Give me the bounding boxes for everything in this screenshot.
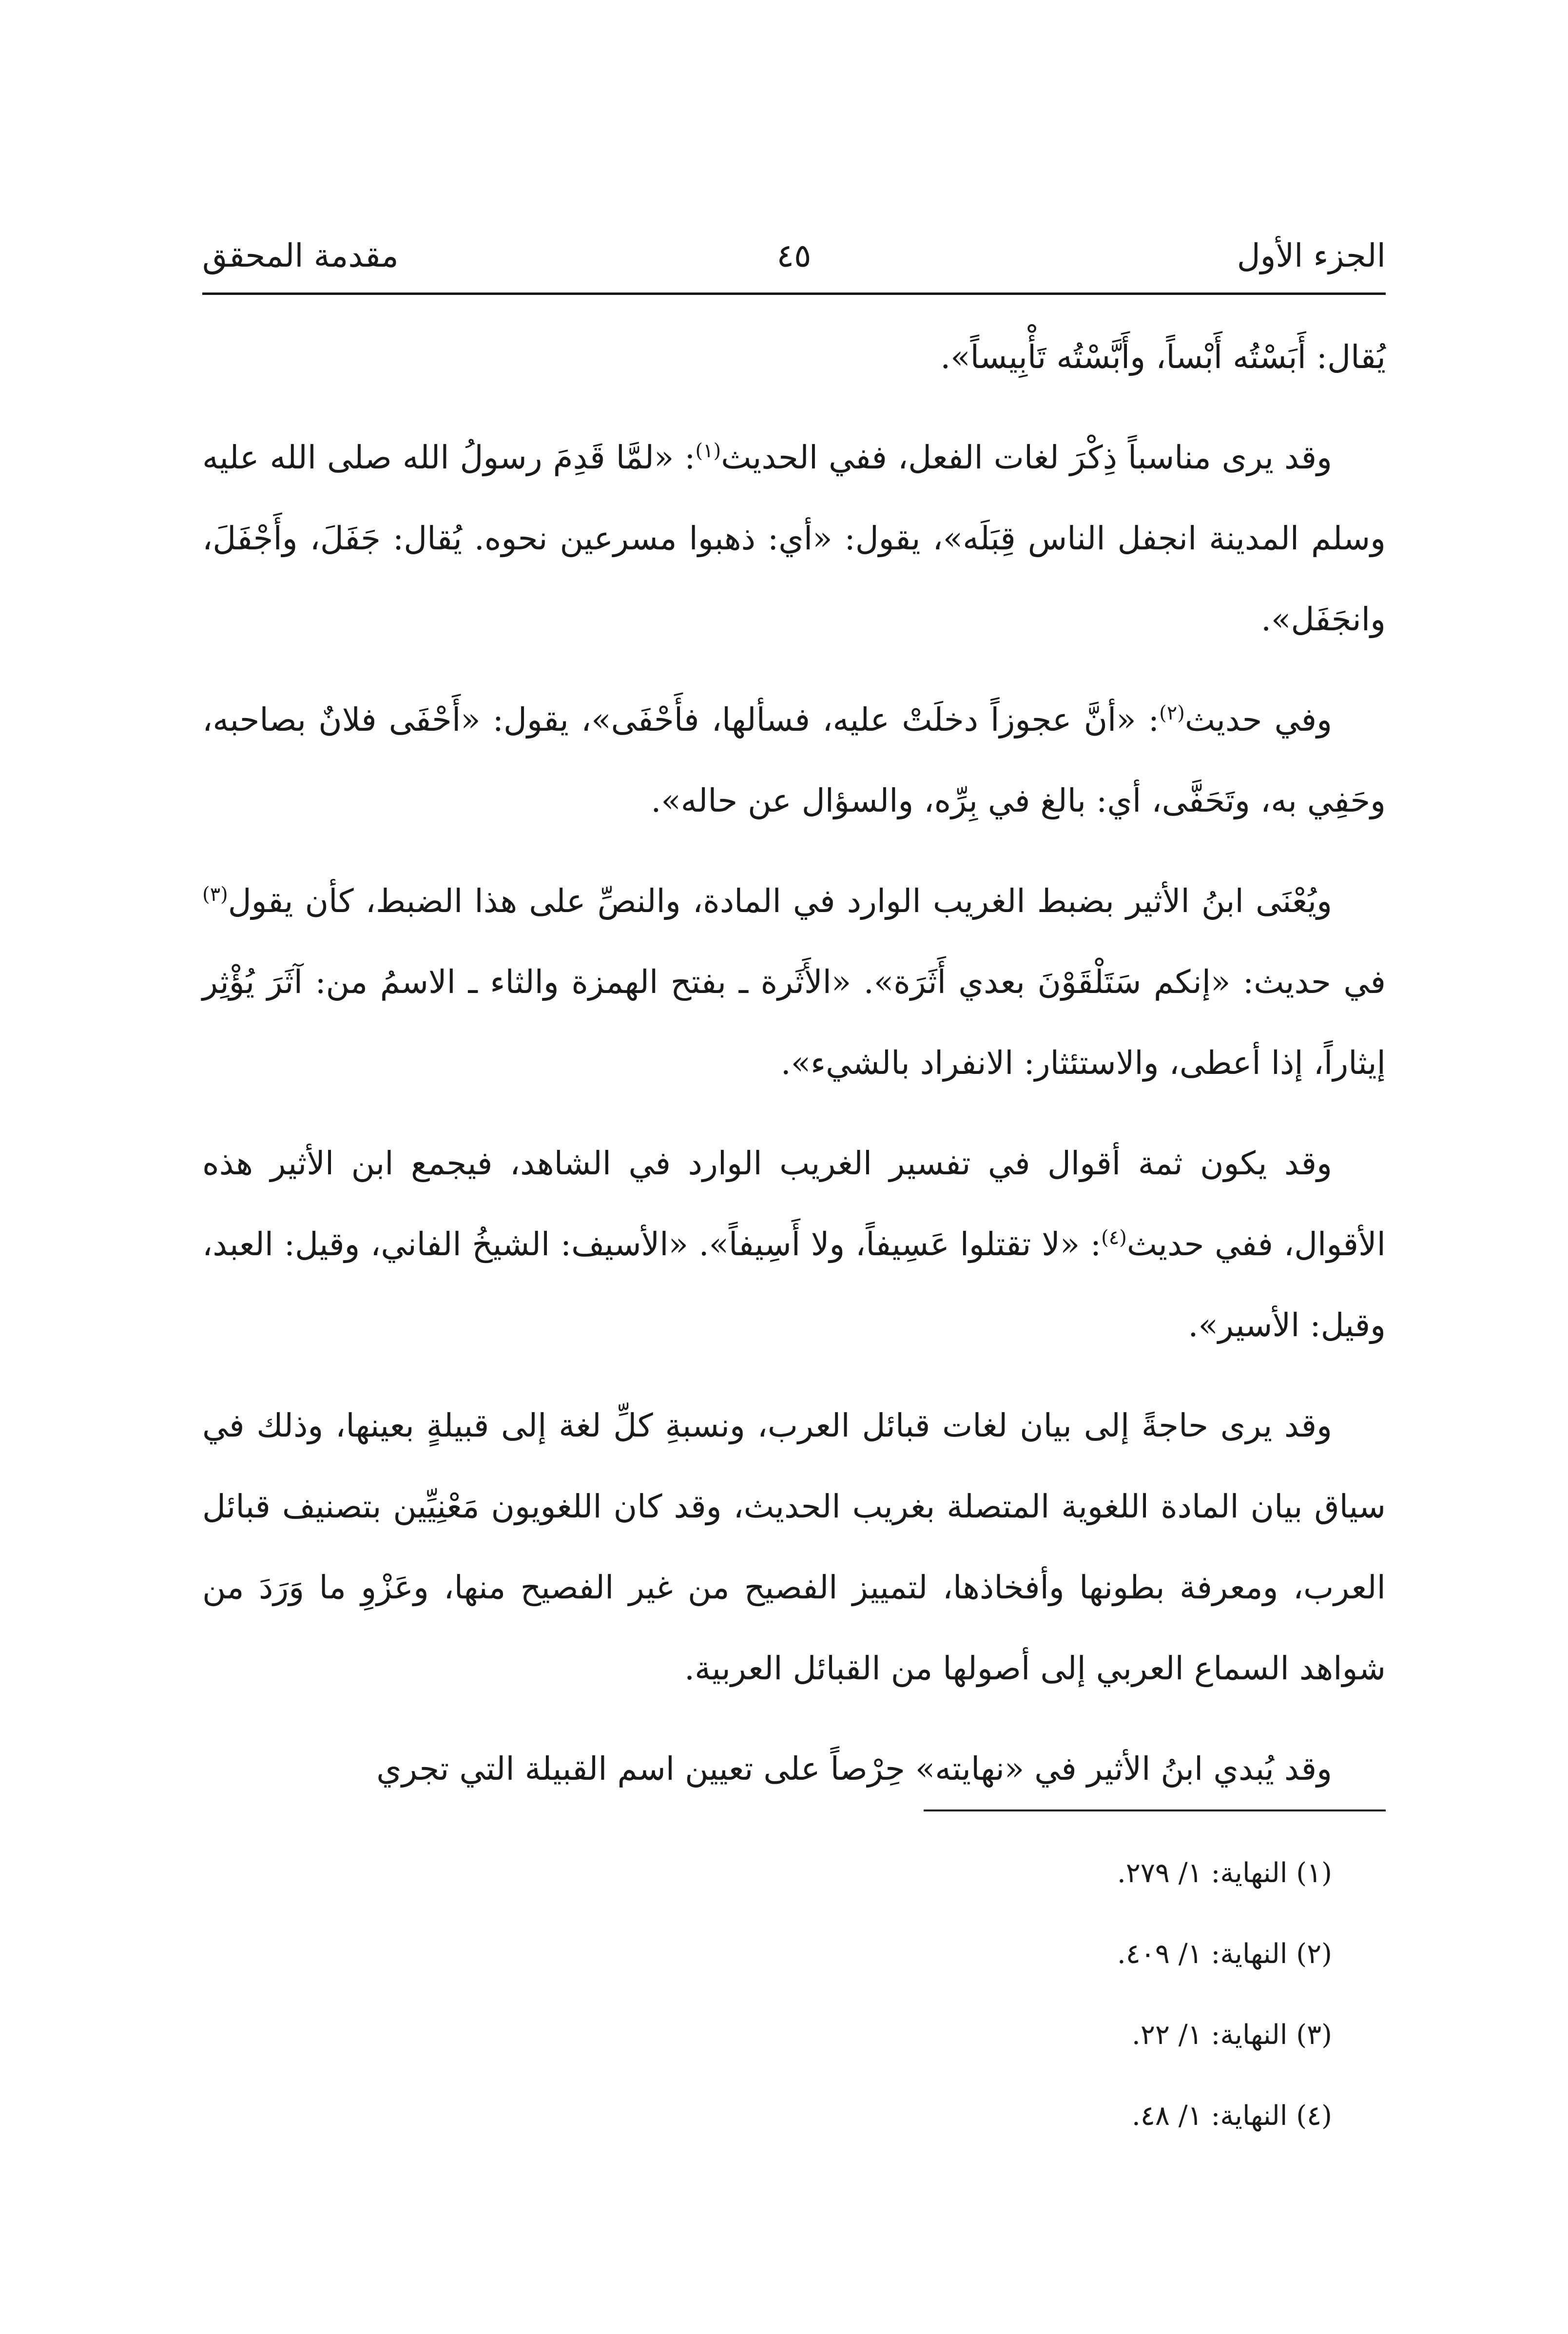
footnotes	[202, 1833, 1386, 2157]
footnote-ref-4: (٤)	[1101, 1226, 1127, 1249]
paragraph-7: وقد يُبدي ابنُ الأثير في «نهايته» حِرْصاً على تعيين اسم القبيلة التي تجري	[376, 1750, 1332, 1788]
paragraph-2-text-b: : «لمَّا قَدِمَ رسولُ الله صلى الله عليه وسلم المدينة انجفل الناس قِبَلَه»، يقول: «أي: ذهبوا مسرعين نحوه. يُقال: جَفَلَ، وأَجْفَلَ، وانجَفَل».	[202, 439, 1386, 638]
paragraph-2	[202, 417, 1386, 660]
footnote-ref-3: (٣)	[202, 883, 228, 906]
section-title: مقدمة المحقق	[202, 237, 399, 274]
paragraph-2-text-a: وقد يرى مناسباً ذِكْرَ لغات الفعل، ففي الحديث	[721, 439, 1333, 476]
paragraph-4	[202, 861, 1386, 1104]
footnote-1: (١) النهاية: ١/ ٢٧٩.	[1117, 1857, 1332, 1889]
page-number: ٤٥	[776, 237, 812, 274]
footnote-2: (٢) النهاية: ١/ ٤٠٩.	[1117, 1938, 1332, 1970]
paragraph-1: يُقال: أَبَسْتُه أَبْساً، وأَبَّسْتُه تَأْبِيساً».	[940, 338, 1386, 376]
footnote-ref-1: (١)	[695, 440, 721, 462]
volume-label: الجزء الأول	[1237, 237, 1386, 274]
footnote-divider	[924, 1809, 1386, 1811]
main-text	[202, 317, 1386, 1829]
paragraph-5	[202, 1123, 1386, 1366]
paragraph-5-text-a: وقد يكون ثمة أقوال في تفسير الغريب الوارد في الشاهد، فيجمع ابن الأثير هذه الأقوال، ففي حديث	[202, 1145, 1386, 1263]
header-divider	[202, 292, 1386, 295]
running-header	[202, 229, 1386, 283]
paragraph-6: وقد يرى حاجةً إلى بيان لغات قبائل العرب، ونسبةِ كلِّ لغة إلى قبيلةٍ بعينها، وذلك في سياق بيان المادة اللغوية المتصلة بغريب الحديث، وقد كان اللغويون مَعْنِيِّين بتصنيف قبائل العرب، ومعرفة بطونها وأفخاذها، لتمييز الفصيح من غير الفصيح منها، وعَزْوِ ما وَرَدَ من شواهد السماع العربي إلى أصولها من القبائل العربية.	[202, 1407, 1386, 1687]
footnote-3: (٣) النهاية: ١/ ٢٢.	[1132, 2019, 1332, 2051]
paragraph-3	[202, 680, 1386, 841]
paragraph-3-text-b: : «أنَّ عجوزاً دخلَتْ عليه، فسألها، فأَحْفَى»، يقول: «أَحْفَى فلانٌ بصاحبه، وحَفِي به، وتَحَفَّى، أي: بالغ في بِرِّه، والسؤال عن حاله».	[202, 701, 1386, 819]
footnote-4: (٤) النهاية: ١/ ٤٨.	[1132, 2100, 1332, 2132]
paragraph-5-text-b: : «لا تقتلوا عَسِيفاً، ولا أَسِيفاً». «الأسيف: الشيخُ الفاني، وقيل: العبد، وقيل: الأسير».	[202, 1225, 1386, 1344]
paragraph-4-text-a: ويُعْنَى ابنُ الأثير بضبط الغريب الوارد في المادة، والنصِّ على هذا الضبط، كأن يقول	[228, 882, 1332, 920]
footnote-ref-2: (٢)	[1159, 702, 1185, 724]
paragraph-3-text-a: وفي حديث	[1184, 701, 1333, 739]
paragraph-4-text-b: في حديث: «إنكم سَتَلْقَوْنَ بعدي أَثَرَة». «الأَثَرة ـ بفتح الهمزة والثاء ـ الاسمُ من: آثَرَ يُؤْثِر إيثاراً، إذا أعطى، والاستئثار: الانفراد بالشيء».	[202, 963, 1386, 1082]
